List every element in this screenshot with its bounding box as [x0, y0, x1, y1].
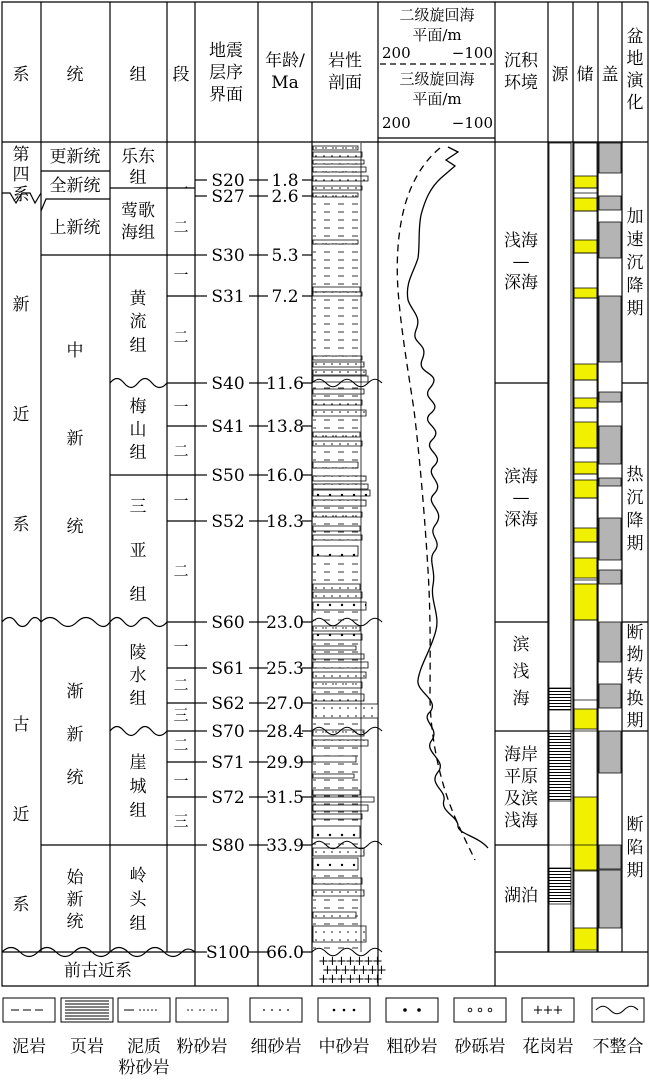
boundary-age: 27.0 — [266, 694, 304, 714]
seal-interval — [599, 845, 621, 869]
env-coastal-1: 海岸 — [504, 745, 538, 765]
formation-huangliu-3: 组 — [129, 336, 147, 356]
boundary-age: 23.0 — [266, 613, 304, 633]
system-neogene-2: 近 — [12, 405, 30, 425]
header-curve3-2: 平面/m — [412, 90, 462, 108]
header-system: 系 — [12, 65, 30, 85]
reservoir-interval — [574, 462, 597, 474]
svg-text:+: + — [336, 972, 347, 987]
formation-sanya-1: 三 — [129, 497, 147, 517]
boundary-s70 — [195, 722, 312, 742]
sea-level-curves — [397, 147, 488, 860]
reservoir-interval — [574, 422, 597, 448]
header-seal: 盖 — [601, 65, 619, 85]
legend-label: 页岩 — [70, 1037, 104, 1057]
svg-text:+: + — [322, 963, 333, 978]
boundary-name: S30 — [211, 246, 245, 266]
evo-accelerated-5: 期 — [626, 299, 644, 319]
reservoir-interval — [574, 176, 597, 188]
boundary-age: 5.3 — [271, 246, 299, 266]
boundary-s61 — [195, 659, 312, 679]
legend-label: 粉砂岩 — [118, 1058, 170, 1078]
boundary-age: 66.0 — [266, 943, 304, 963]
evo-transition-3: 转 — [626, 667, 644, 687]
member-label: 二 — [173, 218, 189, 236]
boundary-name: S71 — [211, 753, 245, 773]
seal-interval — [599, 731, 621, 773]
formation-yinggehai-1: 莺歌 — [121, 201, 155, 221]
formation-meishan-3: 组 — [129, 443, 147, 463]
header-curve3-scale-right: −100 — [451, 114, 493, 132]
boundary-s27 — [195, 187, 312, 207]
member-label: 二 — [173, 676, 189, 694]
legend-label: 花岗岩 — [522, 1037, 574, 1057]
seal-interval — [599, 392, 621, 402]
env-shallow-deep-3: 深海 — [504, 273, 538, 293]
header-age-1: 年龄/ — [265, 51, 305, 71]
legend-label: 粗砂岩 — [386, 1037, 438, 1057]
series-miocene-3: 统 — [66, 517, 84, 537]
seal-interval — [599, 478, 621, 486]
evo-transition-1: 断 — [626, 623, 644, 643]
svg-text:+: + — [532, 1003, 544, 1018]
legend-label: 粉砂岩 — [176, 1037, 228, 1057]
seal-interval — [599, 426, 621, 464]
series-pleistocene: 更新统 — [49, 147, 101, 167]
series-labels — [50, 147, 101, 932]
svg-text:+: + — [336, 954, 347, 969]
series-eocene-3: 统 — [66, 912, 84, 932]
member-label: 一 — [173, 772, 189, 790]
env-littoral-deep-1: 滨海 — [504, 467, 538, 487]
boundary-name: S40 — [211, 374, 245, 394]
seismic-boundaries — [195, 171, 312, 963]
system-labels — [13, 145, 30, 915]
seal-interval — [599, 870, 621, 928]
env-coastal-3: 及滨 — [504, 789, 538, 809]
svg-text:+: + — [349, 963, 360, 978]
pre-paleogene-label: 前古近系 — [64, 961, 132, 981]
header-env-1: 沉积 — [504, 51, 538, 71]
formation-lingshui-1: 陵 — [129, 643, 147, 663]
legend-label: 不整合 — [592, 1037, 644, 1057]
header-age-2: Ma — [271, 73, 299, 93]
legend-label: 中砂岩 — [318, 1037, 370, 1057]
env-littoral-deep-3: 深海 — [504, 510, 538, 530]
legend-item-argillaceous-siltstone — [118, 998, 170, 1078]
reservoir-interval — [574, 528, 597, 542]
series-oligocene-2: 新 — [66, 725, 84, 745]
reservoir-interval — [574, 928, 597, 950]
header-seismic-2: 层序 — [209, 63, 243, 83]
formation-ledong-1: 乐东 — [121, 147, 155, 167]
seal-interval — [599, 222, 621, 258]
member-label: 二 — [173, 562, 189, 580]
svg-text:+: + — [367, 963, 378, 978]
env-littoral-neritic-1: 滨 — [512, 635, 530, 655]
header-basin-4: 化 — [626, 93, 644, 113]
evo-thermal-3: 降 — [626, 511, 644, 531]
svg-text:+: + — [354, 972, 365, 987]
header-source: 源 — [551, 65, 569, 85]
reservoir-interval — [574, 240, 597, 253]
legend-item-unconformity — [592, 998, 644, 1057]
evo-rift-1: 断 — [626, 815, 644, 835]
formation-huangliu-1: 黄 — [129, 289, 147, 309]
header-seismic-1: 地震 — [209, 41, 243, 61]
reservoir-interval — [574, 398, 597, 408]
seal-interval — [599, 196, 621, 210]
boundary-s40 — [195, 374, 312, 394]
legend-item-shale — [61, 998, 113, 1057]
header-litho-1: 岩性 — [328, 51, 362, 71]
lithology-column — [312, 143, 387, 987]
formation-sanya-3: 组 — [129, 585, 147, 605]
seal-interval — [599, 684, 621, 708]
evo-accelerated-1: 加 — [626, 207, 644, 227]
boundary-age: 33.9 — [266, 836, 304, 856]
boundary-name: S100 — [205, 943, 251, 963]
member-label: 二 — [173, 442, 189, 460]
reservoir-interval — [574, 198, 597, 211]
formation-lingshui-2: 水 — [129, 666, 147, 686]
svg-text:+: + — [345, 972, 356, 987]
series-miocene-2: 新 — [66, 429, 84, 449]
evo-rift-2: 陷 — [626, 838, 644, 858]
formation-meishan-2: 山 — [129, 420, 147, 440]
boundary-name: S20 — [211, 171, 245, 191]
boundary-name: S27 — [211, 187, 245, 207]
series-holocene: 全新统 — [49, 176, 101, 196]
legend — [3, 998, 644, 1078]
boundary-age: 28.4 — [266, 722, 304, 742]
svg-text:+: + — [318, 972, 329, 987]
seal-interval — [599, 518, 621, 560]
member-label: 一 — [173, 266, 189, 284]
header-curve2-1: 二级旋回海 — [399, 6, 475, 24]
boundary-name: S62 — [211, 694, 245, 714]
boundary-s71 — [195, 753, 312, 773]
granite-basement — [318, 954, 387, 987]
evo-transition-4: 换 — [626, 689, 644, 709]
formation-lingshui-3: 组 — [129, 689, 147, 709]
boundary-s30 — [195, 246, 312, 266]
header-member: 段 — [172, 65, 190, 85]
series-pliocene: 上新统 — [49, 218, 101, 238]
formation-meishan-1: 梅 — [129, 397, 147, 417]
env-shallow-deep-2: — — [512, 252, 530, 272]
member-label: 一 — [173, 180, 189, 198]
boundary-age: 31.5 — [266, 788, 304, 808]
system-quaternary-3: 系 — [12, 185, 30, 205]
boundary-age: 18.3 — [266, 512, 304, 532]
boundary-s80 — [195, 836, 312, 856]
env-littoral-deep-2: — — [512, 488, 530, 508]
evo-transition-2: 拗 — [626, 645, 644, 665]
evo-accelerated-4: 降 — [626, 276, 644, 296]
header-curve2-scale-left: 200 — [382, 44, 411, 62]
svg-text:+: + — [372, 972, 383, 987]
boundary-age: 11.6 — [266, 374, 304, 394]
reservoir-interval — [574, 584, 597, 620]
boundary-s72 — [195, 788, 312, 808]
legend-item-fine-sandstone — [250, 998, 302, 1057]
series-miocene-1: 中 — [66, 341, 84, 361]
svg-text:+: + — [372, 954, 383, 969]
reservoir-interval — [574, 797, 597, 871]
boundary-s62 — [195, 694, 312, 714]
system-neogene-1: 新 — [12, 295, 30, 315]
boundary-age: 13.8 — [266, 417, 304, 437]
seal-interval — [599, 622, 621, 662]
series-oligocene-1: 渐 — [66, 682, 84, 702]
env-shallow-deep-1: 浅海 — [504, 231, 538, 251]
system-quaternary-2: 四 — [12, 165, 30, 185]
svg-text:+: + — [376, 963, 387, 978]
reservoir-interval — [574, 558, 597, 578]
boundary-s100 — [195, 943, 312, 963]
svg-text:+: + — [327, 972, 338, 987]
series-oligocene-3: 统 — [66, 768, 84, 788]
formation-lingtou-1: 岭 — [129, 866, 147, 886]
legend-item-mudstone — [3, 998, 55, 1057]
member-label: 二 — [173, 736, 189, 754]
header-litho-2: 剖面 — [328, 73, 362, 93]
legend-item-medium-sandstone — [318, 998, 370, 1057]
system-paleogene-1: 古 — [12, 715, 30, 735]
boundary-s50 — [195, 466, 312, 486]
legend-item-glutenite — [454, 998, 506, 1057]
legend-item-siltstone — [176, 998, 228, 1057]
boundary-age: 1.8 — [271, 171, 299, 191]
boundary-s31 — [195, 287, 312, 307]
formation-yinggehai-2: 海组 — [121, 223, 155, 243]
header-curve3-scale-left: 200 — [382, 114, 411, 132]
legend-label: 砂砾岩 — [454, 1037, 506, 1057]
formation-yacheng-1: 崖 — [129, 753, 147, 773]
svg-text:+: + — [331, 963, 342, 978]
legend-label: 泥岩 — [12, 1037, 46, 1057]
formation-lingtou-3: 组 — [129, 914, 147, 934]
reservoir-interval — [574, 480, 597, 498]
boundary-age: 2.6 — [271, 187, 299, 207]
member-label: 三 — [173, 706, 189, 724]
svg-text:+: + — [327, 954, 338, 969]
svg-text:+: + — [363, 972, 374, 987]
svg-text:+: + — [542, 1003, 554, 1018]
svg-text:+: + — [340, 963, 351, 978]
boundary-age: 25.3 — [266, 659, 304, 679]
system-paleogene-2: 近 — [12, 805, 30, 825]
member-label: 一 — [173, 638, 189, 656]
system-quaternary-1: 第 — [12, 145, 30, 165]
env-littoral-neritic-2: 浅 — [512, 662, 530, 682]
legend-item-granite — [522, 998, 574, 1057]
seal-interval — [599, 296, 621, 362]
reservoir-interval — [574, 288, 597, 298]
boundary-name: S41 — [211, 417, 245, 437]
header-formation: 组 — [129, 65, 147, 85]
column-headers — [13, 6, 646, 132]
formation-yacheng-2: 城 — [129, 777, 147, 797]
evo-accelerated-3: 沉 — [626, 253, 644, 273]
environment-labels — [504, 231, 538, 906]
env-lacustrine: 湖泊 — [504, 886, 538, 906]
boundary-age: 29.9 — [266, 753, 304, 773]
evo-thermal-2: 沉 — [626, 488, 644, 508]
boundary-age: 7.2 — [271, 287, 299, 307]
boundary-s41 — [195, 417, 312, 437]
header-curve2-2: 平面/m — [412, 26, 462, 44]
system-neogene-3: 系 — [12, 515, 30, 535]
legend-item-coarse-sandstone — [386, 998, 438, 1057]
formation-yacheng-3: 组 — [129, 801, 147, 821]
series-eocene-1: 始 — [66, 868, 84, 888]
source-reservoir-seal-columns — [548, 143, 621, 952]
evo-thermal-4: 期 — [626, 534, 644, 554]
seal-interval — [599, 570, 621, 584]
boundary-name: S50 — [211, 466, 245, 486]
svg-text:+: + — [354, 954, 365, 969]
formation-huangliu-2: 流 — [129, 312, 147, 332]
header-env-2: 环境 — [504, 73, 538, 93]
member-label: 一 — [173, 492, 189, 510]
svg-text:+: + — [363, 954, 374, 969]
env-coastal-4: 浅海 — [504, 811, 538, 831]
formation-sanya-2: 亚 — [129, 541, 147, 561]
member-label: 一 — [173, 398, 189, 416]
boundary-name: S60 — [211, 613, 245, 633]
env-coastal-2: 平原 — [504, 767, 538, 787]
evo-rift-3: 期 — [626, 861, 644, 881]
formation-lingtou-2: 头 — [129, 890, 147, 910]
header-series: 统 — [66, 65, 84, 85]
system-paleogene-3: 系 — [12, 895, 30, 915]
boundary-name: S31 — [211, 287, 245, 307]
header-basin-1: 盆 — [626, 27, 644, 47]
formation-ledong-2: 组 — [129, 168, 147, 188]
third-order-sea-level-curve — [407, 147, 488, 848]
member-label: 三 — [173, 812, 189, 830]
header-basin-3: 演 — [626, 71, 644, 91]
reservoir-interval — [574, 364, 597, 380]
boundary-name: S72 — [211, 788, 245, 808]
legend-label: 泥质 — [127, 1037, 161, 1057]
evo-transition-5: 期 — [626, 711, 644, 731]
header-reservoir: 储 — [576, 65, 594, 85]
svg-text:+: + — [318, 954, 329, 969]
header-basin-2: 地 — [626, 49, 644, 69]
member-label: 二 — [173, 328, 189, 346]
header-seismic-3: 界面 — [209, 85, 243, 105]
seal-interval — [599, 143, 621, 173]
env-littoral-neritic-3: 海 — [512, 689, 530, 709]
header-curve2-scale-right: −100 — [451, 44, 493, 62]
header-curve3-1: 三级旋回海 — [399, 70, 475, 88]
boundary-name: S52 — [211, 512, 245, 532]
boundary-name: S80 — [211, 836, 245, 856]
member-labels — [173, 180, 188, 830]
boundary-s52 — [195, 512, 312, 532]
evo-accelerated-2: 速 — [626, 230, 644, 250]
legend-label: 细砂岩 — [250, 1037, 302, 1057]
boundary-name: S70 — [211, 722, 245, 742]
boundary-age: 16.0 — [266, 466, 304, 486]
basin-evolution-labels — [627, 207, 645, 881]
svg-text:+: + — [552, 1003, 564, 1018]
series-eocene-2: 新 — [66, 890, 84, 910]
second-order-sea-level-curve — [397, 148, 475, 860]
svg-text:+: + — [358, 963, 369, 978]
reservoir-interval — [574, 709, 597, 729]
boundary-s60 — [195, 613, 312, 633]
evo-thermal-1: 热 — [626, 465, 644, 485]
svg-text:+: + — [345, 954, 356, 969]
boundary-name: S61 — [211, 659, 245, 679]
